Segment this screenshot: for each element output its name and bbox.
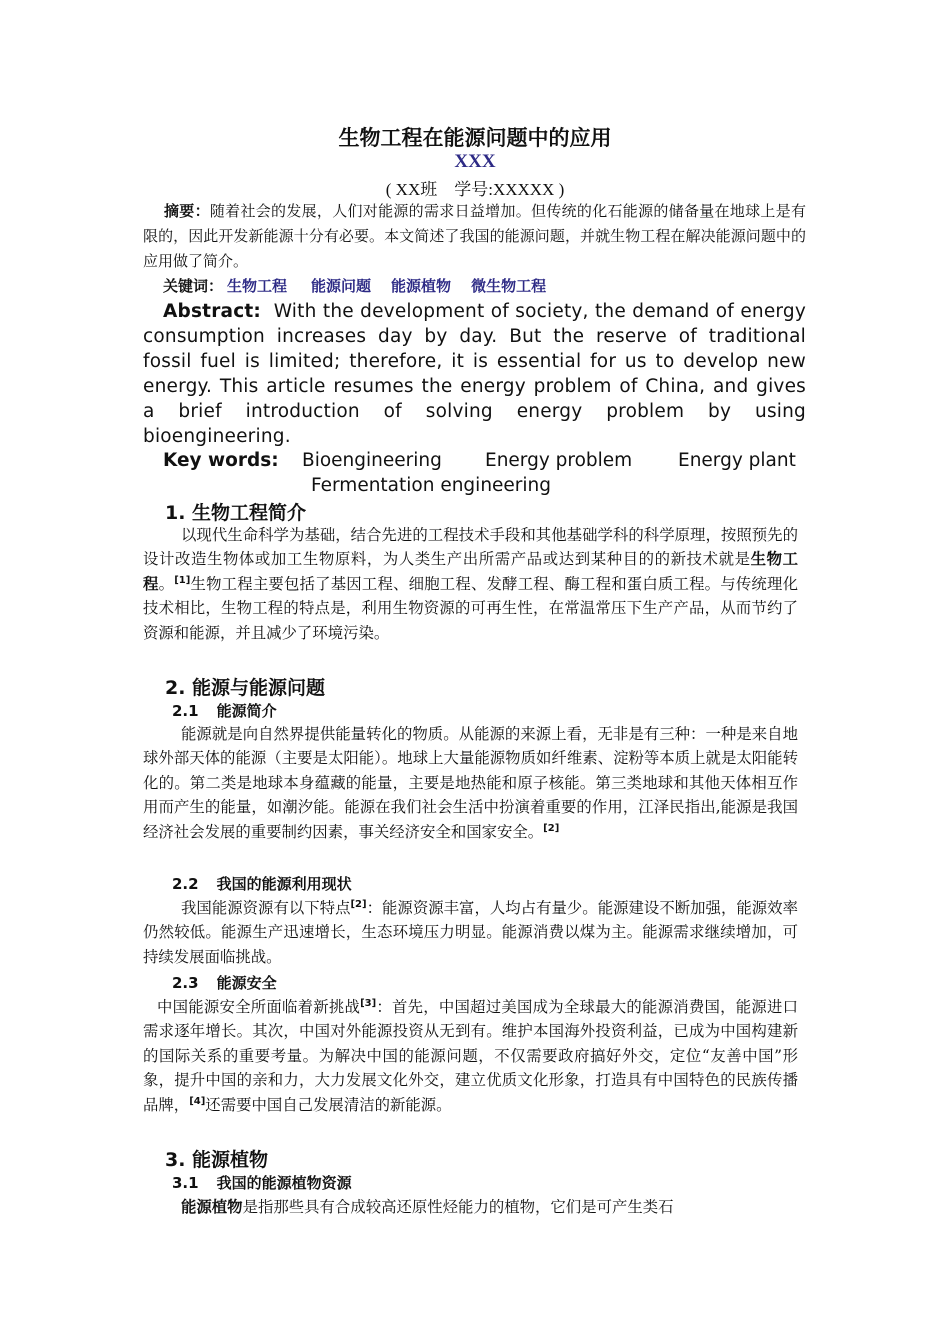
author-name: XXX [454, 151, 496, 172]
s23-mid: ：首先，中国超过美国成为全球最大的能源消费国，能源进口需求逐年增长。其次，中国对外能源投资从无到有。维护本国海外投资利益，已成为中国构建新的国际关系的重要考量。为解决中国的能源问题，不仅需要政府搞好外交，定位“友善中国”形象，提升中国的亲和力，大力发展文化外交，建立优质文化形象，打造具有中国特色的民族传播品牌， [143, 998, 798, 1114]
abstract-cn [143, 199, 806, 274]
s22-after: ：能源资源丰富，人均占有量少。能源建设不断加强，能源效率仍然较低。能源生产迅速增长，生态环境压力明显。能源消费以煤为主。能源需求继续增加，可持续发展面临挑战。 [143, 899, 798, 966]
s31-title: 我国的能源植物资源 [216, 1174, 352, 1192]
abstract-en-label: Abstract: [163, 301, 262, 322]
keywords-en-label: Key words: [163, 450, 279, 471]
keyword-en-item: Energy problem [485, 450, 633, 471]
s1-punct: 。 [158, 574, 175, 593]
citation-ref: [1] [174, 574, 191, 586]
citation-ref: [2] [543, 822, 560, 834]
section-2-heading: 2. 能源与能源问题 [165, 677, 326, 699]
class-info: ( XX班 学号:XXXXX ) [385, 180, 565, 199]
keywords-cn-label: 关键词： [163, 277, 224, 295]
section-2-3-paragraph [143, 995, 798, 1117]
citation-ref: [4] [189, 1095, 206, 1107]
keyword-en-item: Bioengineering [302, 450, 442, 471]
s22-before: 我国能源资源有以下特点 [181, 899, 351, 917]
keywords-cn [163, 274, 546, 298]
s22-num: 2.2 [172, 875, 199, 893]
section-3-1-heading [172, 1172, 352, 1193]
abstract-en-text: With the development of society, the demand of energy consumption increases day by day. But the reserve of traditional fossil fuel is limited; therefore, it is essential for us to develop new energy. This article resumes the energy problem of China, and gives a brief introduction of solving energy problem by using bioengineering. [143, 301, 806, 447]
citation-ref: [3] [360, 997, 377, 1009]
s21-num: 2.1 [172, 702, 199, 720]
abstract-cn-text: 随着社会的发展，人们对能源的需求日益增加。但传统的化石能源的储备量在地球上是有限的，因此开发新能源十分有必要。本文简述了我国的能源问题，并就生物工程在解决能源问题中的应用做了简介。 [143, 202, 806, 270]
s1-text-before: 以现代生命科学为基础，结合先进的工程技术手段和其他基础学科的科学原理，按照预先的设计改造生物体或加工生物原料，为人类生产出所需产品或达到某种目的的新技术就是 [143, 526, 798, 569]
section-3-heading: 3. 能源植物 [165, 1149, 269, 1171]
s31-text: 是指那些具有合成较高还原性烃能力的植物，它们是可产生类石 [242, 1198, 674, 1216]
s22-title: 我国的能源利用现状 [216, 875, 352, 893]
s31-num: 3.1 [172, 1174, 199, 1192]
section-2-2-heading [172, 873, 352, 894]
keyword-en-item: Energy plant [678, 450, 796, 471]
abstract-en [143, 299, 806, 449]
s1-bold-term: 生物工程 [143, 550, 798, 593]
keyword-cn-item: 能源植物 [391, 277, 452, 295]
section-2-2-paragraph [143, 896, 798, 969]
section-1-heading: 1. 生物工程简介 [165, 502, 307, 524]
s1-text-after: 生物工程主要包括了基因工程、细胞工程、发酵工程、酶工程和蛋白质工程。与传统理化技术相比，生物工程的特点是，利用生物资源的可再生性，在常温常压下生产产品，从而节约了资源和能源，并且减少了环境污染。 [143, 574, 798, 642]
keyword-cn-item: 微生物工程 [471, 277, 547, 295]
keyword-cn-item: 生物工程 [227, 277, 288, 295]
s23-num: 2.3 [172, 974, 199, 992]
section-1-paragraph [143, 523, 798, 645]
section-2-1-heading [172, 700, 277, 721]
section-2-1-paragraph [143, 722, 798, 844]
citation-ref: [2] [350, 898, 367, 910]
s21-text: 能源就是向自然界提供能量转化的物质。从能源的来源上看，无非是有三种：一种是来自地球外部天体的能源（主要是太阳能）。地球上大量能源物质如纤维素、淀粉等本质上就是太阳能转化的。第二类是地球本身蕴藏的能量，主要是地热能和原子核能。第三类地球和其他天体相互作用而产生的能量，如潮汐能。能源在我们社会生活中扮演着重要的作用，江泽民指出,能源是我国经济社会发展的重要制约因素，事关经济安全和国家安全。 [143, 725, 798, 841]
section-3-1-paragraph [143, 1195, 798, 1219]
s31-bold-term: 能源植物 [181, 1198, 243, 1216]
section-2-3-heading [172, 972, 277, 993]
page-title: 生物工程在能源问题中的应用 [338, 126, 612, 150]
s23-after: 还需要中国自己发展清洁的新能源。 [205, 1095, 452, 1114]
keyword-cn-item: 能源问题 [311, 277, 372, 295]
s23-title: 能源安全 [216, 974, 277, 992]
s21-title: 能源简介 [216, 702, 277, 720]
s23-before: 中国能源安全所面临着新挑战 [157, 998, 361, 1016]
keyword-en-item: Fermentation engineering [311, 475, 552, 496]
abstract-cn-label: 摘要： [164, 202, 210, 220]
